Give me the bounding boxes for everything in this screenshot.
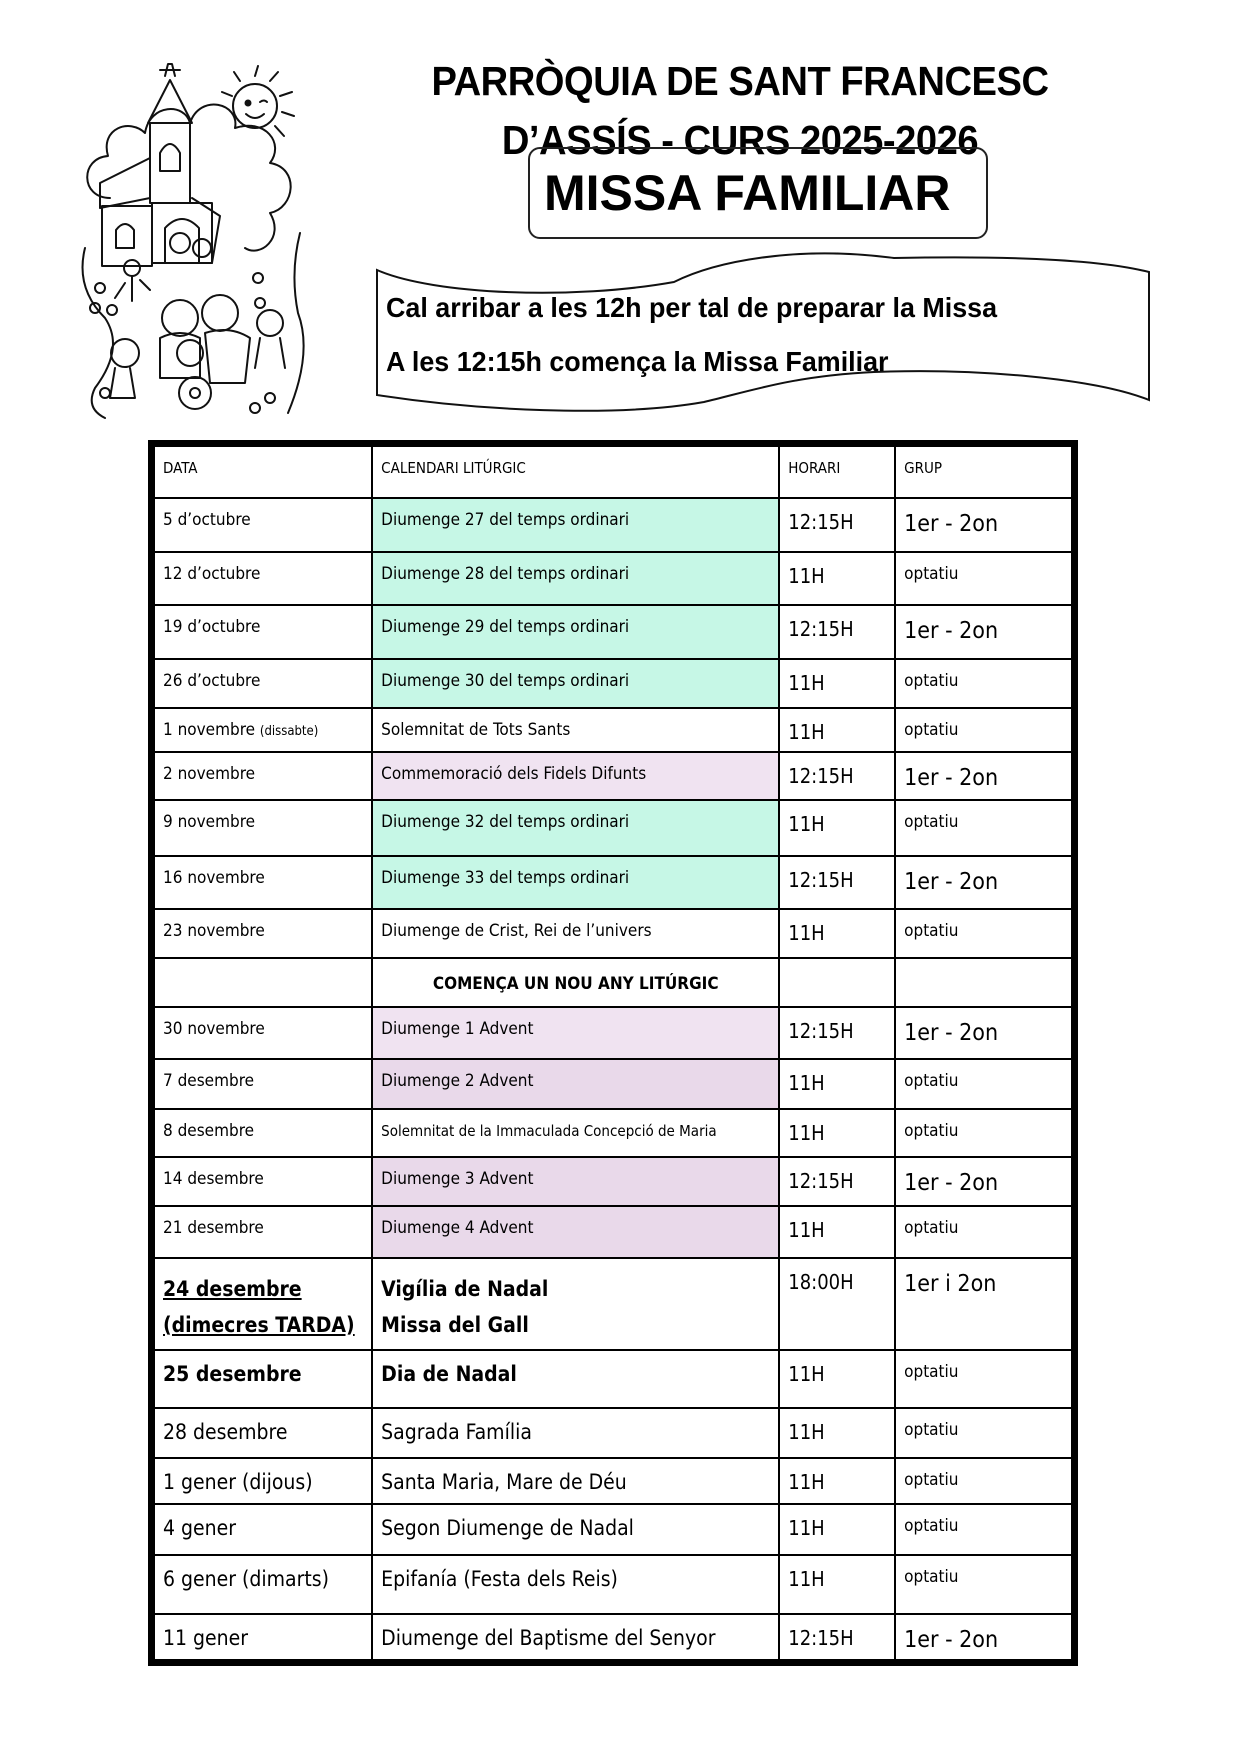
event-cell: Diumenge 32 del temps ordinari: [372, 800, 779, 856]
table-row: [152, 909, 1075, 958]
table-row: [152, 1157, 1075, 1206]
time-cell: 11H: [779, 1458, 895, 1504]
column-header-time: HORARI: [779, 444, 895, 498]
time-cell: 11H: [779, 1504, 895, 1555]
group-cell: 1er - 2on: [895, 1157, 1074, 1206]
table-row: [152, 1258, 1075, 1350]
table-row: [152, 1206, 1075, 1258]
event-text-line2: Missa del Gall: [381, 1312, 529, 1337]
table-row: [152, 856, 1075, 909]
church-family-illustration: [70, 48, 315, 420]
church-icon: [100, 64, 220, 266]
date-cell: 11 gener: [152, 1614, 373, 1663]
event-cell: Diumenge 3 Advent: [372, 1157, 779, 1206]
table-row: [152, 1007, 1075, 1059]
time-cell: 11H: [779, 1059, 895, 1109]
table-row: [152, 552, 1075, 605]
time-cell: 18:00H: [779, 1258, 895, 1350]
start-notice: A les 12:15h comença la Missa Familiar: [386, 346, 889, 377]
section-row: [152, 958, 1075, 1007]
date-cell: 5 d’octubre: [152, 498, 373, 552]
date-cell: 25 desembre: [152, 1350, 373, 1408]
group-cell: optatiu: [895, 800, 1074, 856]
table-row: [152, 1614, 1075, 1663]
event-cell: Epifanía (Festa dels Reis): [372, 1555, 779, 1614]
time-cell: 12:15H: [779, 1614, 895, 1663]
time-cell: 12:15H: [779, 605, 895, 659]
group-cell: optatiu: [895, 659, 1074, 708]
time-cell: 11H: [779, 800, 895, 856]
table-row: [152, 498, 1075, 552]
date-cell: 9 novembre: [152, 800, 373, 856]
date-cell: 12 d’octubre: [152, 552, 373, 605]
event-cell: Sagrada Família: [372, 1408, 779, 1458]
group-cell: 1er - 2on: [895, 752, 1074, 800]
title-box: [528, 147, 988, 239]
heading-line-2: D’ASSÍS - CURS 2025-2026: [501, 117, 979, 163]
event-cell: Diumenge 27 del temps ordinari: [372, 498, 779, 552]
time-cell: 12:15H: [779, 1157, 895, 1206]
empty-cell: [779, 958, 895, 1007]
table-row: [152, 708, 1075, 752]
arrival-notice: Cal arribar a les 12h per tal de preparar la Missa: [386, 292, 998, 323]
date-cell: 4 gener: [152, 1504, 373, 1555]
time-cell: 11H: [779, 1350, 895, 1408]
date-cell: 26 d’octubre: [152, 659, 373, 708]
date-cell: 28 desembre: [152, 1408, 373, 1458]
date-cell: 7 desembre: [152, 1059, 373, 1109]
event-cell: Diumenge 2 Advent: [372, 1059, 779, 1109]
date-cell: 16 novembre: [152, 856, 373, 909]
column-header-date: DATA: [152, 444, 373, 498]
date-text: 1 novembre: [163, 719, 256, 740]
path-icon: [83, 233, 304, 418]
table-header-row: [152, 444, 1075, 498]
date-cell: 23 novembre: [152, 909, 373, 958]
event-cell: [372, 1258, 779, 1350]
group-cell: optatiu: [895, 909, 1074, 958]
group-cell: optatiu: [895, 1059, 1074, 1109]
group-cell: 1er - 2on: [895, 856, 1074, 909]
event-cell: Diumenge del Baptisme del Senyor: [372, 1614, 779, 1663]
page-title: MISSA FAMILIAR: [544, 165, 951, 221]
date-cell: 1 gener (dijous): [152, 1458, 373, 1504]
group-cell: 1er - 2on: [895, 498, 1074, 552]
date-cell: [152, 708, 373, 752]
heading-line-1: PARRÒQUIA DE SANT FRANCESC: [431, 58, 1049, 104]
time-cell: 12:15H: [779, 498, 895, 552]
time-cell: 11H: [779, 1408, 895, 1458]
event-cell: Commemoració dels Fidels Difunts: [372, 752, 779, 800]
event-cell: Diumenge 28 del temps ordinari: [372, 552, 779, 605]
empty-cell: [152, 958, 373, 1007]
table-row: [152, 1504, 1075, 1555]
event-cell: Diumenge 33 del temps ordinari: [372, 856, 779, 909]
empty-cell: [895, 958, 1074, 1007]
column-header-liturgical-calendar: CALENDARI LITÚRGIC: [372, 444, 779, 498]
event-cell: Diumenge 1 Advent: [372, 1007, 779, 1059]
group-cell: optatiu: [895, 1350, 1074, 1408]
group-cell: 1er - 2on: [895, 605, 1074, 659]
event-cell: Dia de Nadal: [372, 1350, 779, 1408]
table-row: [152, 752, 1075, 800]
date-note: (dissabte): [259, 723, 319, 739]
time-cell: 12:15H: [779, 1007, 895, 1059]
table-row: [152, 1109, 1075, 1157]
group-cell: optatiu: [895, 1408, 1074, 1458]
event-cell: Segon Diumenge de Nadal: [372, 1504, 779, 1555]
date-note: (dimecres TARDA): [163, 1312, 355, 1337]
table-row: [152, 1350, 1075, 1408]
section-heading: COMENÇA UN NOU ANY LITÚRGIC: [372, 958, 779, 1007]
group-cell: 1er i 2on: [895, 1258, 1074, 1350]
group-cell: optatiu: [895, 1555, 1074, 1614]
people-icon: [110, 233, 285, 409]
group-cell: optatiu: [895, 552, 1074, 605]
table-row: [152, 1059, 1075, 1109]
table-row: [152, 659, 1075, 708]
event-text: Vigília de Nadal: [381, 1276, 549, 1301]
notice-banner: [374, 250, 1154, 415]
date-cell: 8 desembre: [152, 1109, 373, 1157]
table-row: [152, 605, 1075, 659]
event-cell: Diumenge de Crist, Rei de l’univers: [372, 909, 779, 958]
group-cell: optatiu: [895, 1458, 1074, 1504]
table-row: [152, 1555, 1075, 1614]
scroll-shape: [377, 253, 1149, 410]
table-row: [152, 1458, 1075, 1504]
column-header-group: GRUP: [895, 444, 1074, 498]
group-cell: 1er - 2on: [895, 1007, 1074, 1059]
event-cell: Diumenge 4 Advent: [372, 1206, 779, 1258]
event-cell: Solemnitat de la Immaculada Concepció de Maria: [372, 1109, 779, 1157]
time-cell: 12:15H: [779, 856, 895, 909]
time-cell: 11H: [779, 708, 895, 752]
date-cell: 30 novembre: [152, 1007, 373, 1059]
date-cell: 6 gener (dimarts): [152, 1555, 373, 1614]
date-cell: 21 desembre: [152, 1206, 373, 1258]
event-cell: Solemnitat de Tots Sants: [372, 708, 779, 752]
event-cell: Santa Maria, Mare de Déu: [372, 1458, 779, 1504]
group-cell: optatiu: [895, 708, 1074, 752]
time-cell: 11H: [779, 1206, 895, 1258]
sun-icon: [222, 66, 294, 136]
event-cell: Diumenge 29 del temps ordinari: [372, 605, 779, 659]
time-cell: 12:15H: [779, 752, 895, 800]
date-cell: 14 desembre: [152, 1157, 373, 1206]
date-cell: 2 novembre: [152, 752, 373, 800]
time-cell: 11H: [779, 1555, 895, 1614]
date-cell: 19 d’octubre: [152, 605, 373, 659]
time-cell: 11H: [779, 1109, 895, 1157]
table-row: [152, 800, 1075, 856]
group-cell: optatiu: [895, 1109, 1074, 1157]
time-cell: 11H: [779, 552, 895, 605]
schedule-table: [148, 440, 1078, 1666]
table-row: [152, 1408, 1075, 1458]
time-cell: 11H: [779, 909, 895, 958]
date-text: 24 desembre: [163, 1276, 302, 1301]
group-cell: optatiu: [895, 1206, 1074, 1258]
event-cell: Diumenge 30 del temps ordinari: [372, 659, 779, 708]
time-cell: 11H: [779, 659, 895, 708]
group-cell: optatiu: [895, 1504, 1074, 1555]
group-cell: 1er - 2on: [895, 1614, 1074, 1663]
date-cell: [152, 1258, 373, 1350]
